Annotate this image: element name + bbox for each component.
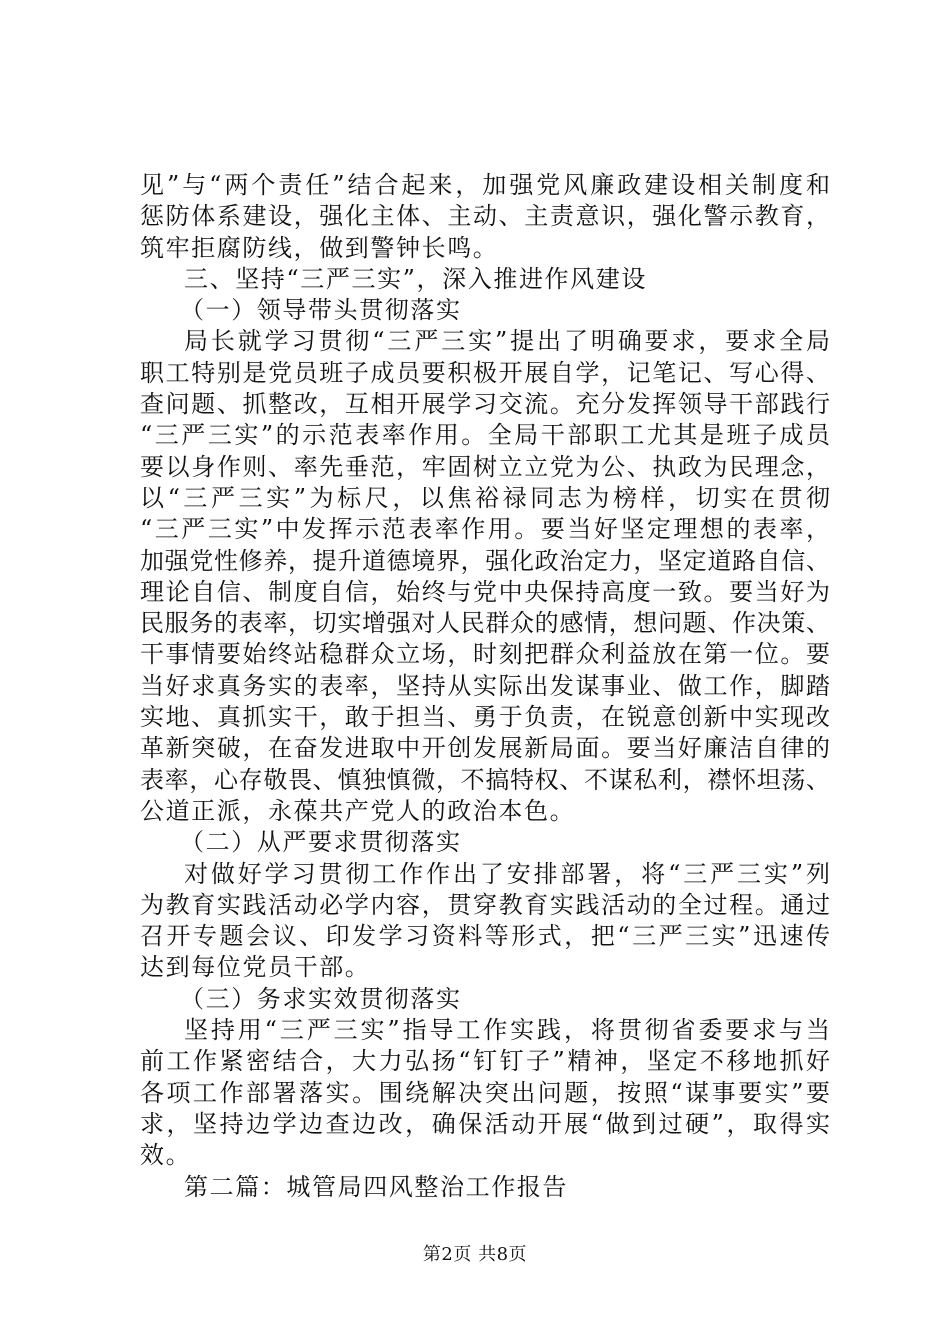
text-line: 求，坚持边学边查边改，确保活动开展“做到过硬”，取得实 [140,1109,830,1138]
text-line: 民服务的表率，切实增强对人民群众的感情，想问题、作决策、 [140,609,830,638]
text-line: 对做好学习贯彻工作作出了安排部署，将“三严三实”列 [184,859,830,888]
section-heading: 三、坚持“三严三实”，深入推进作风建设 [184,264,647,293]
document-body [140,170,830,1203]
text-line: 加强党性修养，提升道德境界，强化政治定力，坚定道路自信、 [140,546,830,575]
text-line: 理论自信、制度自信，始终与党中央保持高度一致。要当好为 [140,577,830,606]
subsection-heading: （三）务求实效贯彻落实 [180,984,462,1013]
text-line: 当好求真务实的表率，坚持从实际出发谋事业、做工作，脚踏 [140,671,830,700]
text-line: 职工特别是党员班子成员要积极开展自学，记笔记、写心得、 [140,358,830,387]
text-line: “三严三实”的示范表率作用。全局干部职工尤其是班子成员 [140,421,830,450]
text-line: 召开专题会议、印发学习资料等形式，把“三严三实”迅速传 [140,922,830,951]
text-line: 公道正派，永葆共产党人的政治本色。 [140,796,576,825]
text-line: 以“三严三实”为标尺，以焦裕禄同志为榜样，切实在贯彻 [140,483,830,512]
text-line: 坚持用“三严三实”指导工作实践，将贯彻省委要求与当 [184,1016,830,1045]
text-line: 为教育实践活动必学内容，贯穿教育实践活动的全过程。通过 [140,890,830,919]
text-line: 见”与“两个责任”结合起来，加强党风廉政建设相关制度和 [140,171,830,199]
text-line: 惩防体系建设，强化主体、主动、主责意识，强化警示教育， [140,202,830,231]
text-line: 局长就学习贯彻“三严三实”提出了明确要求，要求全局 [184,327,830,356]
text-line: 表率，心存敬畏、慎独慎微，不搞特权、不谋私利，襟怀坦荡、 [140,765,830,794]
subsection-heading: （一）领导带头贯彻落实 [180,296,462,325]
page-footer: 第2页 共8页 [422,1244,528,1265]
text-line: 达到每位党员干部。 [140,953,371,982]
text-line: 筑牢拒腐防线，做到警钟长鸣。 [140,233,499,262]
text-line: 要以身作则、率先垂范，牢固树立立党为公、执政为民理念， [140,452,830,481]
text-line: 实地、真抓实干，敢于担当、勇于负责，在锐意创新中实现改 [140,703,830,732]
text-line: “三严三实”中发挥示范表率作用。要当好坚定理想的表率， [140,515,830,544]
text-line: 各项工作部署落实。围绕解决突出问题，按照“谋事要实”要 [140,1078,830,1107]
text-line: 查问题、抓整改，互相开展学习交流。充分发挥领导干部践行 [140,390,830,419]
text-line: 前工作紧密结合，大力弘扬“钉钉子”精神，坚定不移地抓好 [140,1047,830,1076]
text-line: 革新突破，在奋发进取中开创发展新局面。要当好廉洁自律的 [140,734,830,763]
text-line: 效。 [140,1141,192,1170]
chapter-heading: 第二篇：城管局四风整治工作报告 [184,1172,568,1201]
text-line: 干事情要始终站稳群众立场，时刻把群众利益放在第一位。要 [140,640,830,669]
subsection-heading: （二）从严要求贯彻落实 [180,828,462,857]
